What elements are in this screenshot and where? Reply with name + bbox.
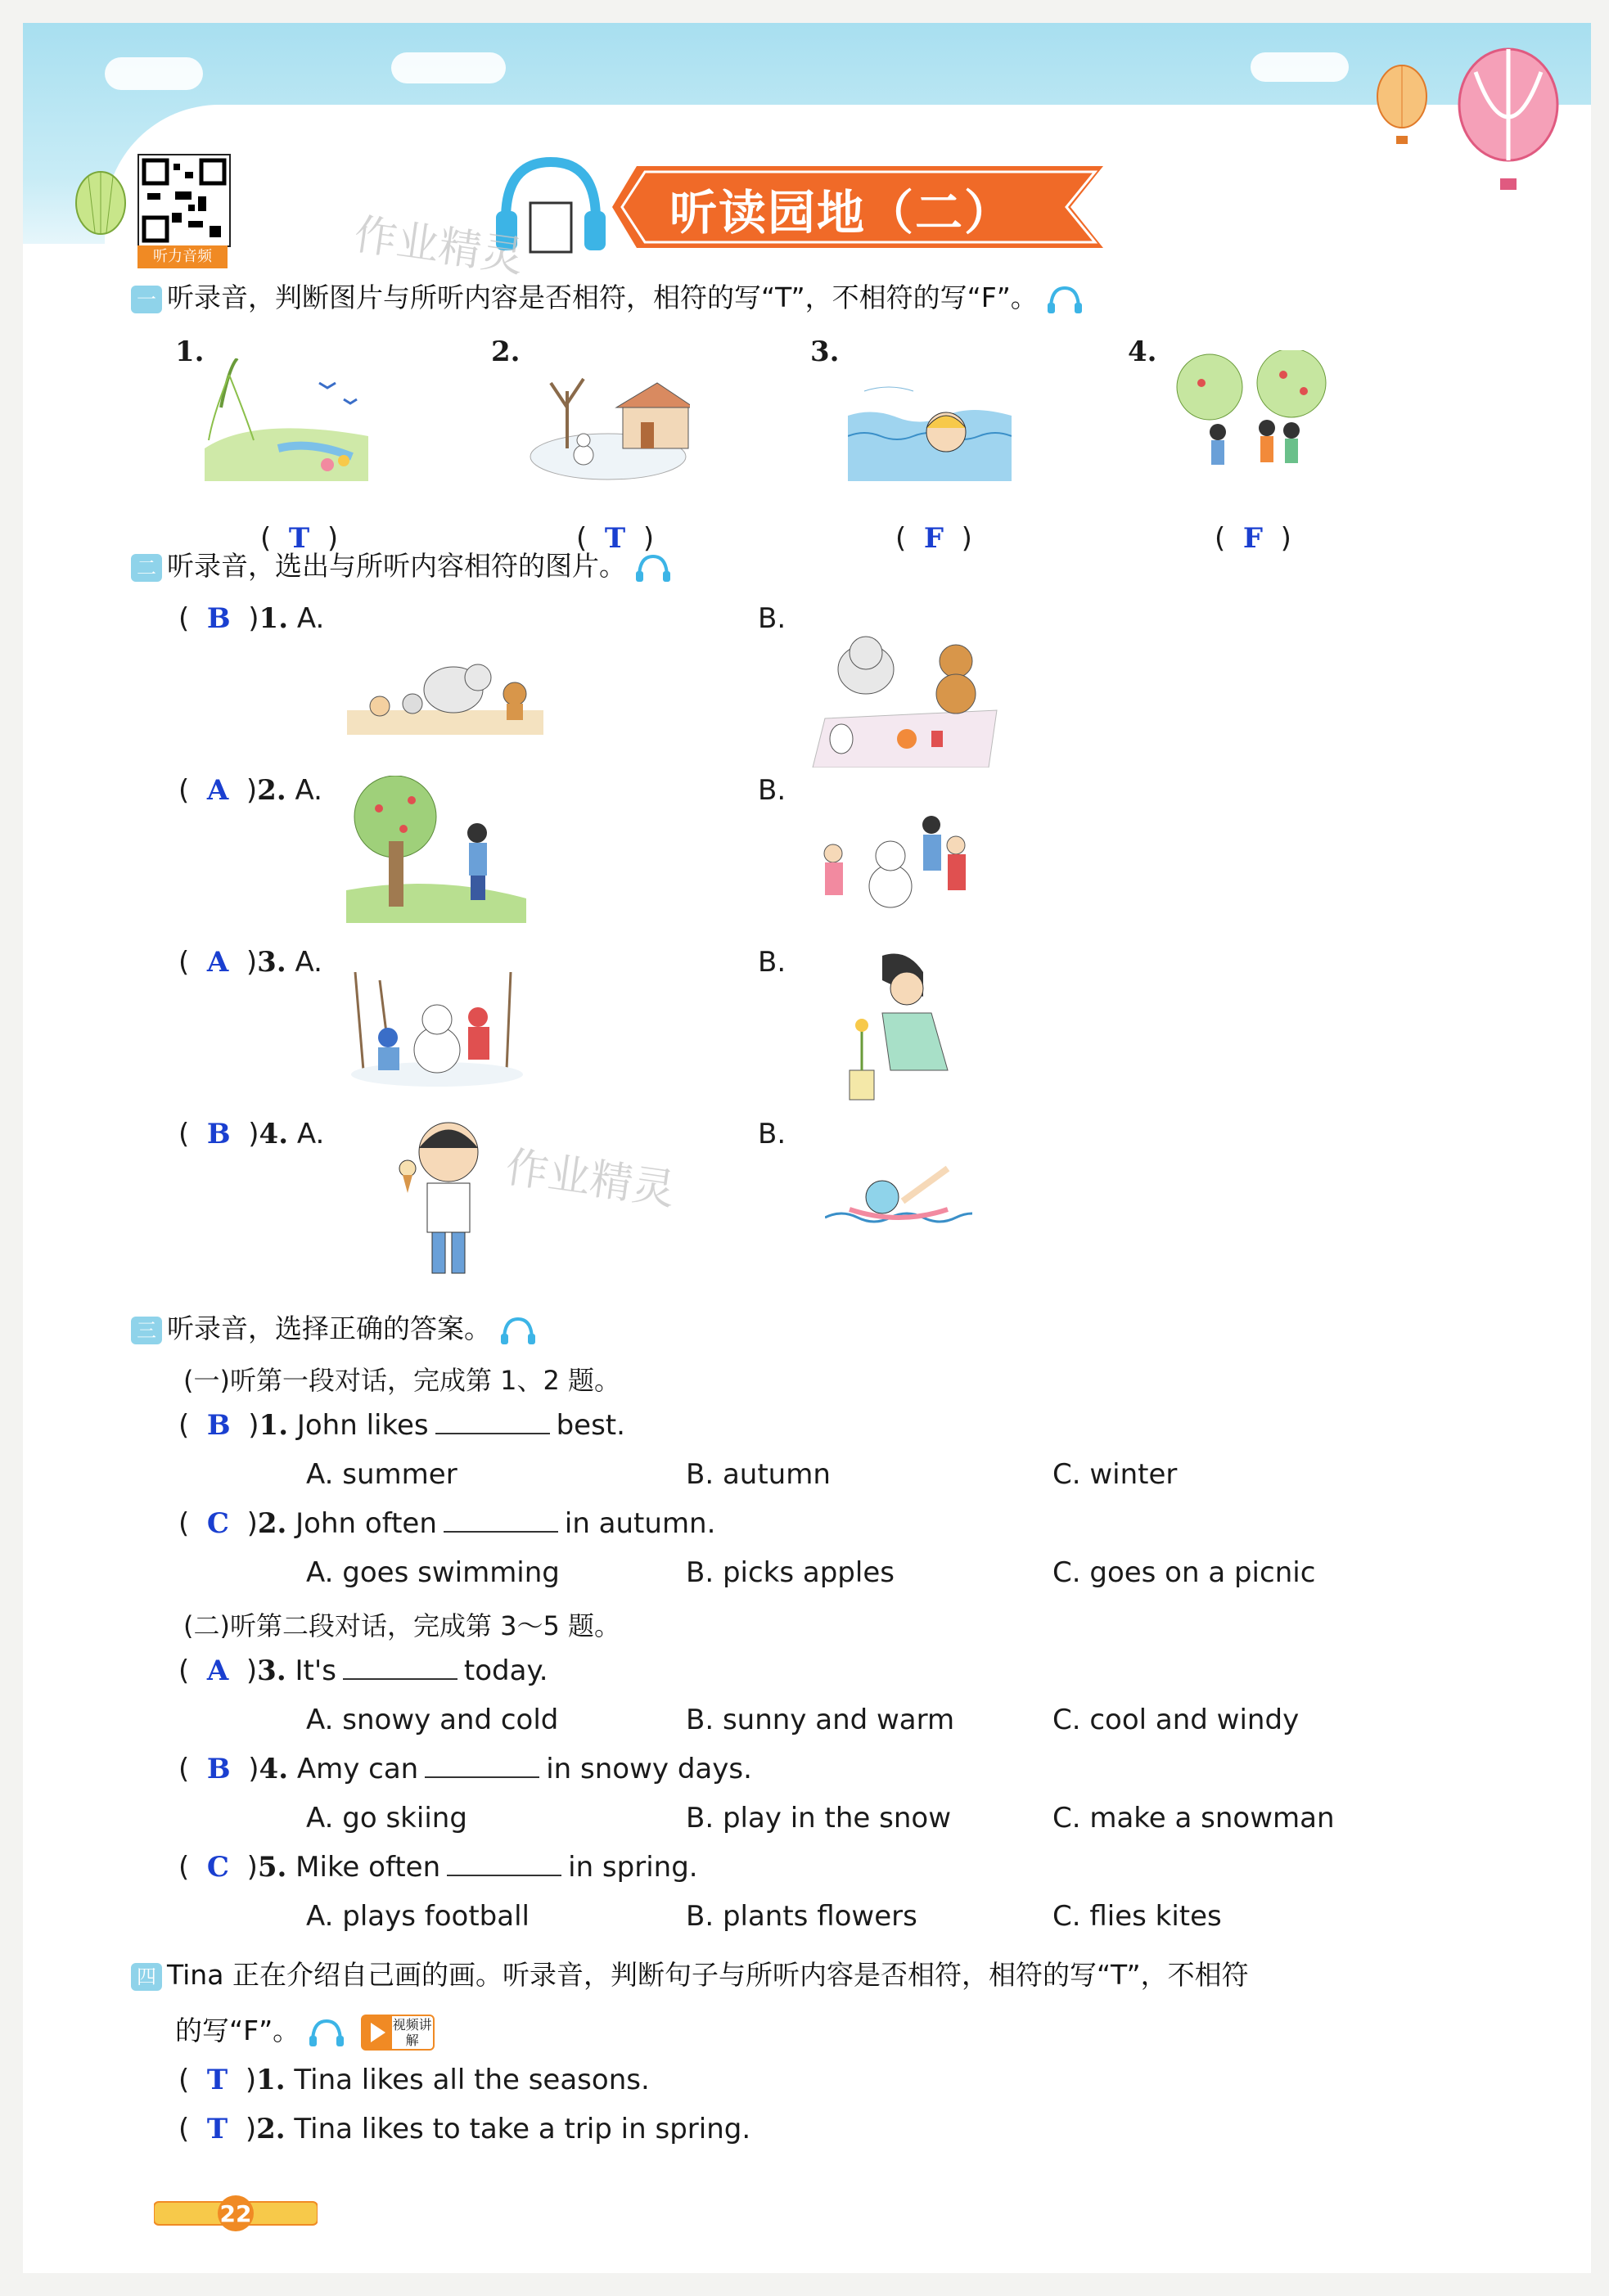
option-a: A. plays football	[306, 1900, 530, 1933]
page	[23, 23, 1591, 2273]
animals-picnic-image	[809, 628, 1005, 768]
question-text: It's	[295, 1654, 336, 1687]
part1-instruction: (一)听第一段对话，完成第 1、2 题。	[183, 1365, 621, 1396]
answer: F	[923, 522, 944, 555]
question-row: ( A )3. It's today.	[178, 1654, 548, 1687]
question-text: today.	[463, 1654, 548, 1687]
option-a: A. goes swimming	[306, 1556, 560, 1589]
question-number: 5.	[257, 1851, 287, 1884]
answer-line: ( F )	[895, 522, 972, 555]
watermark: 作业精灵	[351, 209, 527, 283]
question-number: 2.	[257, 774, 286, 807]
question-text: best.	[556, 1409, 625, 1442]
answer: F	[1242, 522, 1264, 555]
question-row: ( B )1. John likes best.	[178, 1409, 625, 1442]
option-b-label: B.	[758, 946, 786, 979]
question-row: ( B )1. A.	[178, 602, 325, 635]
page-number-badge	[154, 2195, 318, 2231]
question-number: 2.	[256, 2113, 286, 2145]
option-b: B. play in the snow	[686, 1802, 952, 1835]
part2-instruction: (二)听第二段对话，完成第 3～5 题。	[183, 1610, 621, 1641]
section4-heading	[131, 1954, 1249, 1992]
section4-instruction-2: 的写“F”。	[175, 2015, 300, 2046]
answer: B	[206, 1409, 231, 1442]
statement-text: Tina likes all the seasons.	[294, 2064, 650, 2096]
item-number: 2.	[491, 335, 521, 368]
option-c: C. cool and windy	[1052, 1704, 1300, 1736]
section-number: 二	[131, 554, 162, 582]
question-number: 3.	[257, 1654, 286, 1687]
question-row: ( T )2. Tina likes to take a trip in spring.	[178, 2113, 751, 2145]
qr-code[interactable]	[137, 154, 231, 247]
question-row: ( A )2. A.	[178, 774, 322, 807]
headphone-icon[interactable]	[634, 553, 672, 583]
blank	[447, 1875, 561, 1876]
option-b-label: B.	[758, 1118, 786, 1150]
question-number: 1.	[259, 602, 289, 635]
answer: A	[206, 946, 229, 979]
blank	[343, 1678, 457, 1680]
section3-heading	[131, 1308, 537, 1346]
option-a-label: A.	[296, 602, 325, 635]
option-b: B. picks apples	[686, 1556, 895, 1589]
section1-heading	[131, 277, 1084, 315]
option-b: B. sunny and warm	[686, 1704, 955, 1736]
spring-scene-image	[205, 358, 368, 481]
option-b: B. autumn	[686, 1458, 831, 1491]
option-b-label: B.	[758, 774, 786, 807]
video-label: 视频讲解	[392, 2016, 432, 2048]
question-number: 1.	[259, 1409, 289, 1442]
answer-line: ( T )	[576, 522, 655, 555]
blank	[444, 1531, 558, 1533]
answer: T	[206, 2064, 228, 2096]
section1-instruction: 听录音，判断图片与所听内容是否相符，相符的写“T”，不相符的写“F”。	[167, 281, 1038, 313]
section-number: 三	[131, 1317, 162, 1344]
answer: A	[206, 1654, 229, 1687]
question-text: Mike often	[295, 1851, 441, 1884]
question-row: ( B )4. Amy can in snowy days.	[178, 1753, 752, 1785]
question-number: 2.	[257, 1507, 287, 1540]
cloud	[1251, 52, 1349, 82]
answer-line: ( F )	[1215, 522, 1291, 555]
question-text: in spring.	[568, 1851, 698, 1884]
animals-walking-image	[347, 645, 543, 743]
answer: A	[206, 774, 229, 807]
section4-instruction-cont	[175, 2010, 435, 2051]
section3-instruction: 听录音，选择正确的答案。	[167, 1312, 491, 1344]
swimming-image	[848, 358, 1012, 481]
question-row: ( B )4. A.	[178, 1118, 325, 1150]
video-button[interactable]	[361, 2015, 435, 2051]
cloud	[105, 57, 203, 90]
option-c: C. goes on a picnic	[1052, 1556, 1316, 1589]
swimming-girl-image	[825, 1152, 972, 1250]
question-row: ( A )3. A.	[178, 946, 322, 979]
play-icon	[363, 2016, 392, 2049]
section4-instruction: Tina 正在介绍自己画的画。听录音，判断句子与所听内容是否相符，相符的写“T”，不相符	[167, 1959, 1249, 1991]
apple-picking-image	[1169, 350, 1332, 489]
option-c: C. make a snowman	[1052, 1802, 1335, 1835]
item-number: 1.	[175, 335, 205, 368]
balloon-icon	[72, 170, 129, 252]
question-row: ( C )5. Mike often in spring.	[178, 1851, 698, 1884]
answer: T	[604, 522, 626, 555]
statement-text: Tina likes to take a trip in spring.	[294, 2113, 751, 2145]
blank	[425, 1776, 539, 1778]
planting-flowers-image	[833, 948, 964, 1111]
question-text: John likes	[296, 1409, 429, 1442]
question-number: 3.	[257, 946, 286, 979]
answer: B	[206, 602, 231, 635]
item-number: 3.	[810, 335, 840, 368]
answer: B	[206, 1753, 231, 1785]
option-c: C. winter	[1052, 1458, 1178, 1491]
question-number: 1.	[256, 2064, 286, 2096]
section2-heading	[131, 545, 672, 583]
headphone-icon[interactable]	[499, 1316, 537, 1345]
option-c: C. flies kites	[1052, 1900, 1222, 1933]
page-title: 听读园地（二）	[669, 185, 1014, 241]
snowman-kids-image	[809, 808, 972, 923]
headphone-icon[interactable]	[308, 2018, 345, 2047]
question-row: ( T )1. Tina likes all the seasons.	[178, 2064, 650, 2096]
section-number: 四	[131, 1963, 162, 1991]
option-a: A. snowy and cold	[306, 1704, 559, 1736]
question-text: John often	[295, 1507, 437, 1540]
answer: T	[206, 2113, 228, 2145]
option-a: A. summer	[306, 1458, 457, 1491]
answer: C	[206, 1507, 229, 1540]
question-text: Amy can	[296, 1753, 419, 1785]
answer: T	[288, 522, 310, 555]
section-number: 一	[131, 286, 162, 313]
answer: B	[206, 1118, 231, 1150]
watermark: 作业精灵	[503, 1142, 678, 1216]
balloon-icon	[1373, 64, 1431, 154]
section2-instruction: 听录音，选出与所听内容相符的图片。	[167, 550, 626, 582]
answer-line: ( T )	[260, 522, 339, 555]
balloon-icon	[1455, 47, 1562, 203]
cloud	[391, 52, 506, 83]
girl-icecream-image	[391, 1119, 506, 1283]
answer: C	[206, 1851, 229, 1884]
question-text: in snowy days.	[546, 1753, 752, 1785]
headphone-icon[interactable]	[1046, 285, 1084, 314]
option-a-label: A.	[296, 1118, 325, 1150]
winter-house-image	[526, 358, 690, 481]
option-a: A. go skiing	[306, 1802, 467, 1835]
option-a-label: A.	[295, 774, 322, 807]
question-number: 4.	[259, 1118, 289, 1150]
question-text: in autumn.	[564, 1507, 716, 1540]
option-a-label: A.	[295, 946, 322, 979]
question-row: ( C )2. John often in autumn.	[178, 1507, 716, 1540]
option-b: B. plants flowers	[686, 1900, 917, 1933]
blank	[435, 1433, 550, 1434]
building-snowman-image	[347, 972, 527, 1087]
page-number: 22	[219, 2200, 252, 2227]
qr-label: 听力音频	[137, 245, 228, 268]
item-number: 4.	[1128, 335, 1157, 368]
question-number: 4.	[259, 1753, 289, 1785]
apple-tree-image	[346, 776, 526, 923]
option-b-label: B.	[758, 602, 786, 635]
